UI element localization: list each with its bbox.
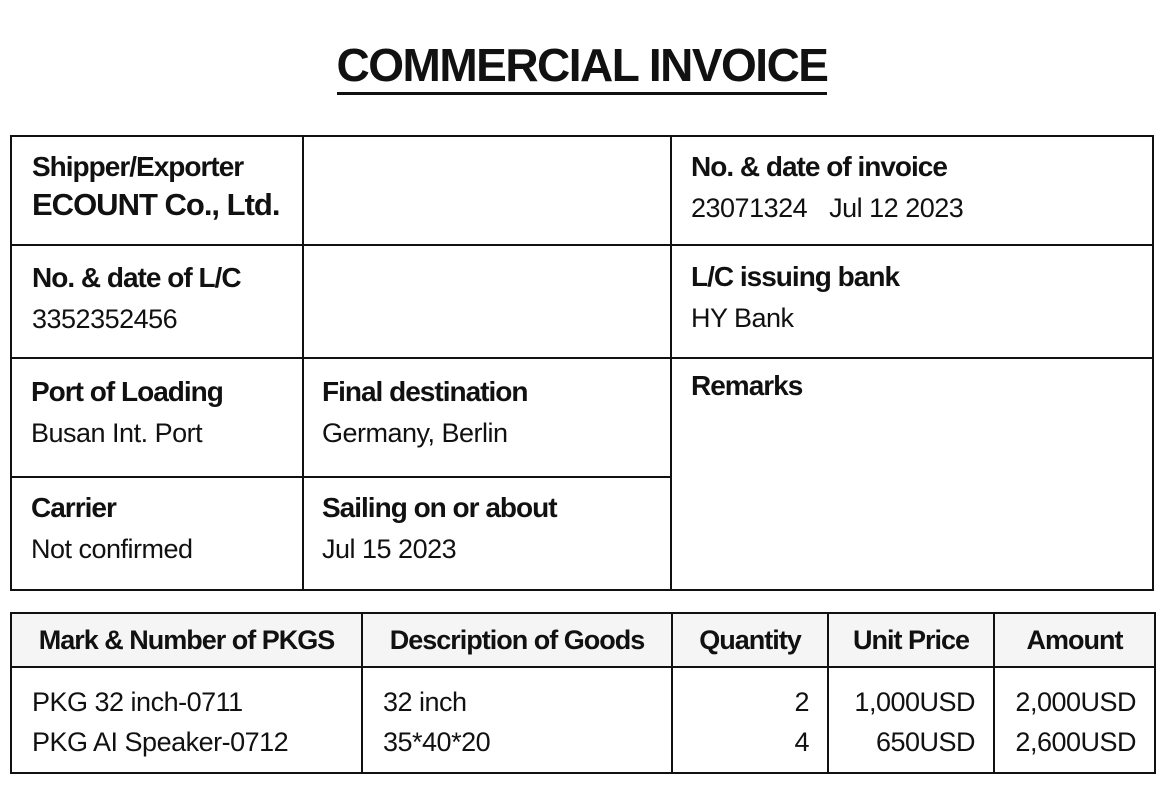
- carrier-label: Carrier: [31, 492, 116, 523]
- description-cell: [362, 667, 672, 773]
- goods-table: [10, 612, 1156, 774]
- quantity-cell: [672, 667, 828, 773]
- lc-value: 3352352456: [32, 304, 178, 334]
- sailing-value: Jul 15 2023: [322, 534, 457, 564]
- invoice-number: 23071324: [691, 193, 808, 223]
- divider: [670, 135, 672, 591]
- divider: [302, 135, 304, 591]
- amount-cell: [994, 667, 1155, 773]
- unit-price-value: 1,000USD: [854, 687, 975, 717]
- lc-cell: [32, 262, 241, 335]
- column-header-amount: Amount: [994, 613, 1155, 667]
- quantity-value: 2: [794, 687, 809, 717]
- bank-cell: [691, 261, 899, 334]
- invoice-date: Jul 12 2023: [829, 193, 964, 223]
- amount-value: 2,000USD: [1015, 687, 1136, 717]
- destination-label: Final destination: [322, 376, 528, 407]
- port-cell: [31, 376, 223, 449]
- column-header-description: Description of Goods: [362, 613, 672, 667]
- invoice-header-block: [10, 135, 1154, 591]
- shipper-cell: [32, 151, 279, 223]
- shipper-value: ECOUNT Co., Ltd.: [32, 187, 280, 222]
- quantity-value: 4: [794, 727, 809, 757]
- mark-value: PKG AI Speaker-0712: [32, 727, 289, 757]
- amount-value: 2,600USD: [1015, 727, 1136, 757]
- invoice-title: [0, 38, 1164, 92]
- destination-cell: [322, 376, 527, 449]
- divider: [10, 244, 1154, 246]
- unit-price-cell: [828, 667, 994, 773]
- mark-cell: [11, 667, 362, 773]
- goods-row: [11, 667, 1155, 773]
- invoice-cell: [691, 151, 963, 224]
- port-label: Port of Loading: [31, 376, 223, 407]
- bank-label: L/C issuing bank: [691, 261, 900, 292]
- sailing-label: Sailing on or about: [322, 492, 557, 523]
- remarks-label: Remarks: [691, 370, 803, 401]
- goods-header-row: [11, 613, 1155, 667]
- column-header-unit-price: Unit Price: [828, 613, 994, 667]
- remarks-cell: [691, 370, 802, 402]
- divider: [10, 357, 1154, 359]
- invoice-title-text: COMMERCIAL INVOICE: [337, 39, 828, 95]
- carrier-cell: [31, 492, 193, 565]
- mark-value: PKG 32 inch-0711: [32, 687, 243, 717]
- carrier-value: Not confirmed: [31, 534, 193, 564]
- destination-value: Germany, Berlin: [322, 418, 508, 448]
- description-value: 35*40*20: [383, 727, 491, 757]
- column-header-quantity: Quantity: [672, 613, 828, 667]
- shipper-label: Shipper/Exporter: [32, 151, 244, 182]
- bank-value: HY Bank: [691, 303, 794, 333]
- port-value: Busan Int. Port: [31, 418, 203, 448]
- sailing-cell: [322, 492, 557, 565]
- invoice-label: No. & date of invoice: [691, 151, 947, 182]
- unit-price-value: 650USD: [875, 727, 975, 757]
- invoice-values: [691, 193, 963, 224]
- lc-label: No. & date of L/C: [32, 262, 241, 293]
- column-header-mark: Mark & Number of PKGS: [11, 613, 362, 667]
- divider: [10, 476, 671, 478]
- description-value: 32 inch: [383, 687, 467, 717]
